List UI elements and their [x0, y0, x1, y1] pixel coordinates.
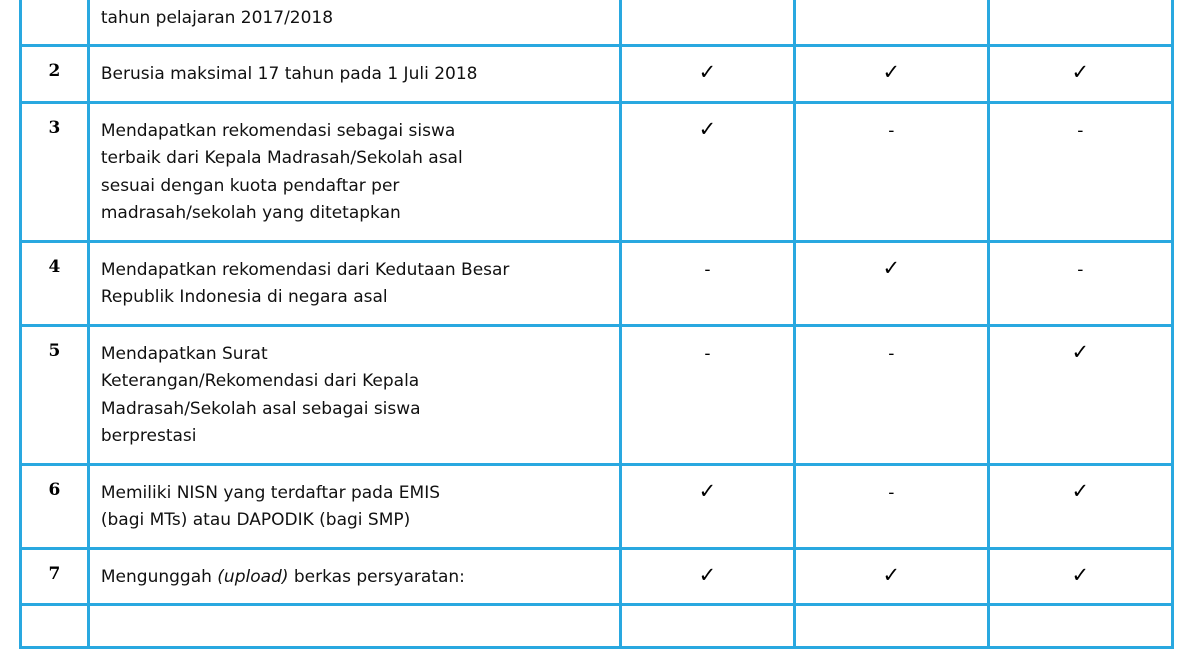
dash-mark: - [888, 120, 895, 141]
requirement-text [88, 325, 620, 464]
check-icon: ✓ [882, 60, 901, 84]
mark-cell [620, 46, 794, 103]
dash-mark: - [1077, 259, 1084, 280]
requirement-line: Keterangan/Rekomendasi dari Kepala [100, 371, 420, 391]
requirement-text [88, 0, 620, 46]
row-number: 7 [21, 548, 89, 605]
requirement-line [101, 0, 609, 5]
table-row [21, 102, 1173, 241]
row-number [21, 605, 89, 648]
requirement-line: Mendapatkan Surat [100, 343, 268, 364]
requirement-line: Berusia maksimal 17 tahun pada 1 Juli 2018 [100, 64, 478, 84]
requirement-line: Mendapatkan rekomendasi dari Kedutaan Besar [100, 259, 510, 280]
mark-cell [795, 548, 989, 605]
mark-cell [620, 605, 794, 648]
mark-cell [795, 0, 989, 46]
mark-cell [988, 548, 1172, 605]
check-icon: ✓ [698, 562, 717, 587]
mark-cell [620, 325, 794, 464]
check-icon: ✓ [698, 478, 717, 503]
dash-mark: - [888, 482, 895, 503]
check-icon: ✓ [1071, 339, 1090, 364]
mark-cell [795, 102, 989, 241]
table-row [21, 548, 1173, 605]
requirement-line: tahun pelajaran 2017/2018 [100, 7, 334, 28]
table-row [21, 605, 1173, 648]
mark-cell [988, 464, 1172, 548]
requirement-line [101, 564, 609, 592]
check-icon: ✓ [698, 60, 717, 84]
row-number: 3 [21, 102, 89, 241]
requirement-line: (bagi MTs) atau DAPODIK (bagi SMP) [100, 510, 411, 530]
mark-cell [620, 548, 794, 605]
row-number: 5 [21, 325, 89, 464]
requirement-text [88, 241, 620, 325]
table-row [21, 241, 1173, 325]
requirement-text [88, 548, 620, 605]
mark-cell [620, 464, 794, 548]
table-row [21, 0, 1173, 46]
row-number: 6 [21, 464, 89, 548]
requirement-line: Mendapatkan rekomendasi sebagai siswa [100, 120, 456, 141]
mark-cell [795, 46, 989, 103]
requirements-table [19, 0, 1174, 649]
check-icon: ✓ [882, 255, 901, 280]
requirement-line: Republik Indonesia di negara asal [100, 287, 388, 307]
mark-cell [620, 102, 794, 241]
mark-cell [988, 46, 1172, 103]
check-icon: ✓ [882, 562, 901, 587]
mark-cell [795, 464, 989, 548]
check-icon: ✓ [1071, 562, 1090, 587]
mark-cell [988, 102, 1172, 241]
requirement-text [88, 46, 620, 103]
mark-cell [988, 325, 1172, 464]
requirement-line: berprestasi [100, 426, 197, 446]
mark-cell [988, 241, 1172, 325]
table-row [21, 325, 1173, 464]
mark-cell [988, 0, 1172, 46]
requirement-text [88, 605, 620, 648]
requirement-italic-term: (upload) [217, 566, 289, 587]
check-icon: ✓ [698, 116, 717, 141]
requirement-line: madrasah/sekolah yang ditetapkan [100, 203, 401, 223]
mark-cell [795, 605, 989, 648]
mark-cell [620, 241, 794, 325]
requirement-text [88, 102, 620, 241]
row-number [21, 0, 89, 46]
table-row [21, 46, 1173, 103]
dash-mark: - [704, 259, 711, 280]
check-icon: ✓ [1071, 478, 1090, 503]
dash-mark: - [704, 343, 711, 364]
requirement-line: sesuai dengan kuota pendaftar per [100, 175, 400, 196]
row-number: 2 [21, 46, 89, 103]
row-number: 4 [21, 241, 89, 325]
requirement-prefix: Mengunggah [100, 566, 218, 587]
mark-cell [795, 241, 989, 325]
requirement-line: Madrasah/Sekolah asal sebagai siswa [100, 398, 421, 419]
mark-cell [620, 0, 794, 46]
table-row [21, 464, 1173, 548]
requirement-text [88, 464, 620, 548]
check-icon: ✓ [1071, 60, 1090, 84]
mark-cell [988, 605, 1172, 648]
requirement-line: terbaik dari Kepala Madrasah/Sekolah asal [100, 148, 463, 168]
dash-mark: - [1077, 120, 1084, 141]
mark-cell [795, 325, 989, 464]
requirement-line: Memiliki NISN yang terdaftar pada EMIS [100, 482, 441, 503]
requirement-suffix: berkas persyaratan: [288, 566, 465, 587]
dash-mark: - [888, 343, 895, 364]
